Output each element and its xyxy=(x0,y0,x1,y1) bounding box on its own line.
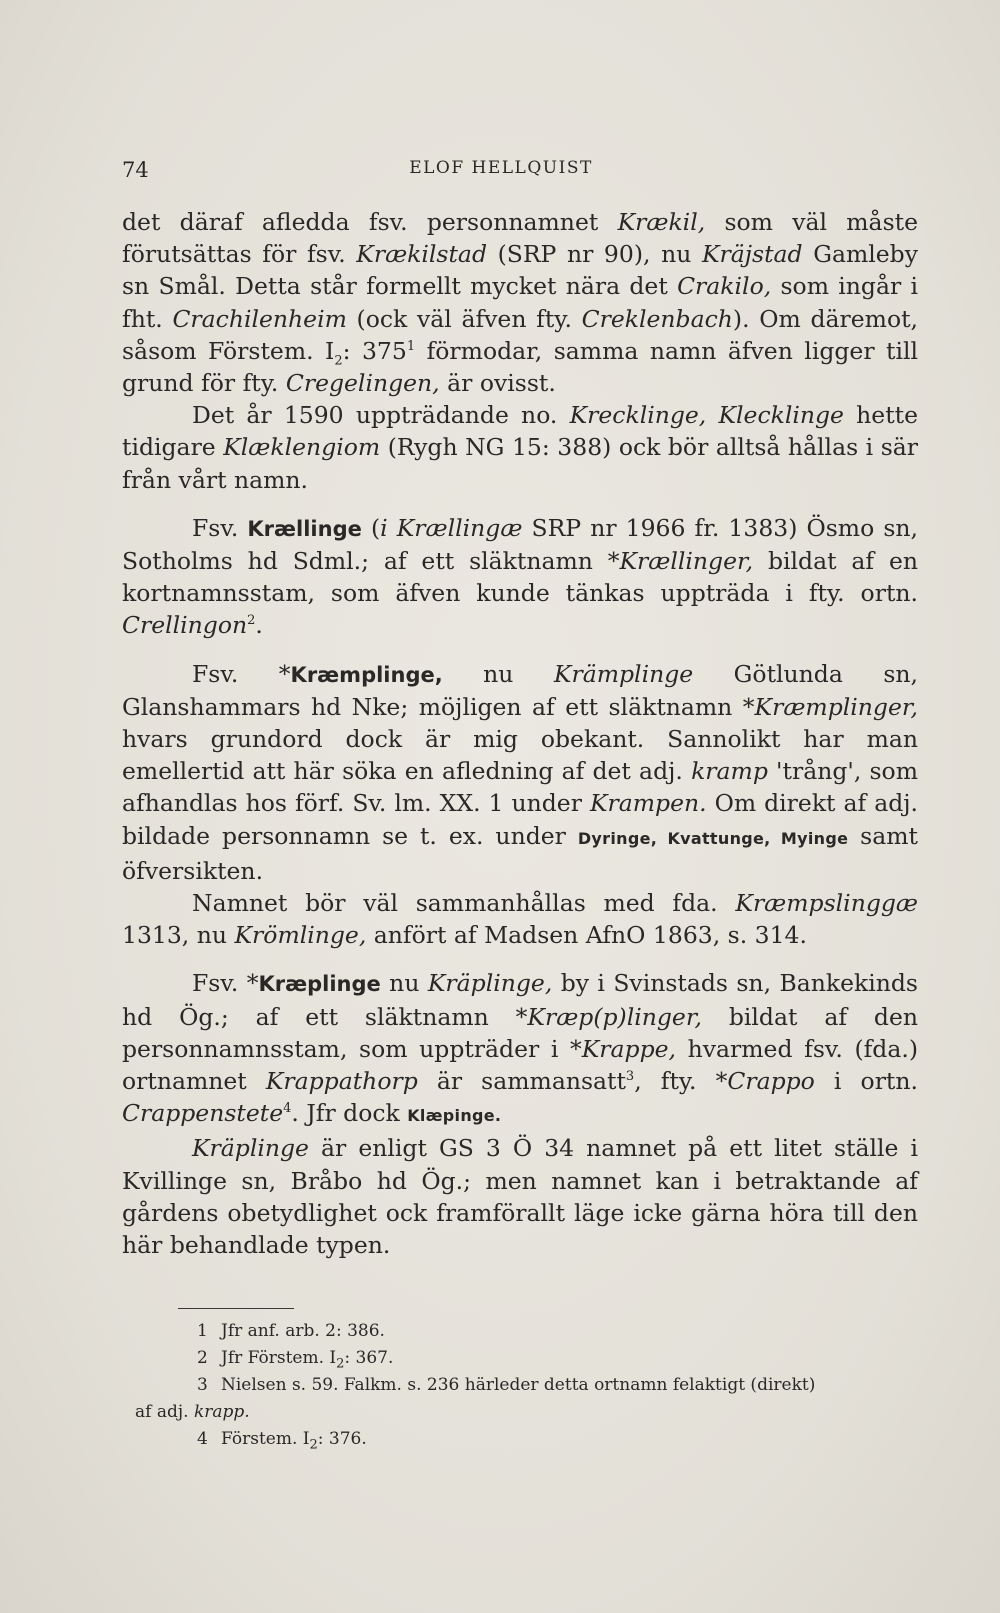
headword-kraeplinge: Kræplinge xyxy=(258,972,381,997)
entry-kraeplinge: Fsv. *Kræplinge nu Kräplinge, by i Svinstads sn, Bankekinds hd Ög.; af ett släktnamn *Kræp(p)linger, bildat af den personnamnsstam, som uppträder i *Krappe, hvarmed fsv. (fda.) ortnamnet Krappathorp är sammansatt$^3$, fty. *Crappo i ortn. Crappenstete$^4$. Jfr dock Klæpinge. xyxy=(122,969,919,1128)
paragraph-1: det däraf afledda fsv. personnamnet Krækil, som väl måste förutsättas för fsv. Krækilstad (SRP nr 90), nu Kräjstad Gamleby sn Smål. Detta står formellt mycket nära det Crakilo, som ingår i fht. Crachilenheim (ock väl äfven fty. Creklenbach). Om däremot, såsom Förstem. $I_2$: $375^1$ förmodar, samma namn äfven ligger till grund för fty. Cregelingen, är ovisst. xyxy=(122,208,919,398)
paragraph-2: Det år 1590 uppträdande no. Krecklinge, Klecklinge hette tidigare Klæklengiom (Rygh NG 15: 388) ock bör alltså hållas i sär från vårt namn. xyxy=(122,401,918,494)
footnote-ref-2: 2 xyxy=(247,613,256,629)
footnote-3-continuation: af adj. krapp. xyxy=(135,1402,250,1422)
footnotes xyxy=(135,1318,915,1453)
page-header xyxy=(122,158,880,190)
paragraph-7: Kräplinge är enligt GS 3 Ö 34 namnet på ett litet ställe i Kvillinge sn, Bråbo hd Ög.; men namnet kan i betraktande af gårdens obetydlighet ock framförallt läge icke gärna höra till den här behandlade typen. xyxy=(122,1134,918,1260)
body-text xyxy=(122,206,918,1261)
footnote-ref-4: 4 xyxy=(283,1101,292,1117)
headword-kraemplinge: Kræmplinge, xyxy=(290,662,443,687)
footnote-4: 4 Förstem. $I_2$: 376. xyxy=(197,1429,367,1453)
footnote-3: 3 Nielsen s. 59. Falkm. s. 236 härleder detta ortnamn felaktigt (direkt) xyxy=(197,1375,816,1395)
entry-kraellinge: Fsv. Krællinge (i Krællingæ SRP nr 1966 fr. 1383) Ösmo sn, Sotholms hd Sdml.; af ett släktnamn *Krællinger, bildat af en kortnamnsstam, som äfven kunde tänkas uppträda i fty. ortn. Crellingon$^2$. xyxy=(122,513,918,640)
entry-kraemplinge: Fsv. *Kræmplinge, nu Krämplinge Götlunda sn, Glanshammars hd Nke; möjligen af ett släktnamn *Kræmplinger, hvars grundord dock är mig obekant. Sannolikt har man emellertid att här söka en afledning af det adj. kramp 'trång', som afhandlas hos förf. Sv. lm. XX. 1 under Krampen. Om direkt af adj. bildade personnamn se t. ex. under Dyringe, Kvattunge, Myinge samt öfversikten. xyxy=(122,659,918,885)
headword-kraellinge: Krællinge xyxy=(247,516,362,541)
footnote-1: 1 Jfr anf. arb. 2: 386. xyxy=(197,1321,385,1341)
footnote-rule xyxy=(178,1308,294,1309)
running-title: ELOF HELLQUIST xyxy=(409,158,593,178)
paragraph-5: Namnet bör väl sammanhållas med fda. Kræmpslinggæ 1313, nu Krömlinge, anfört af Madsen AfnO 1863, s. 314. xyxy=(122,889,918,950)
footnote-2: 2 Jfr Förstem. $I_2$: 367. xyxy=(197,1348,394,1372)
footnote-ref-1: 1 xyxy=(406,338,416,354)
cross-reference-names: Dyringe, Kvattunge, Myinge xyxy=(577,828,849,848)
cross-reference-klaepinge: Klæpinge. xyxy=(407,1106,502,1126)
page-number: 74 xyxy=(122,158,149,182)
footnote-ref-3: 3 xyxy=(625,1069,635,1085)
